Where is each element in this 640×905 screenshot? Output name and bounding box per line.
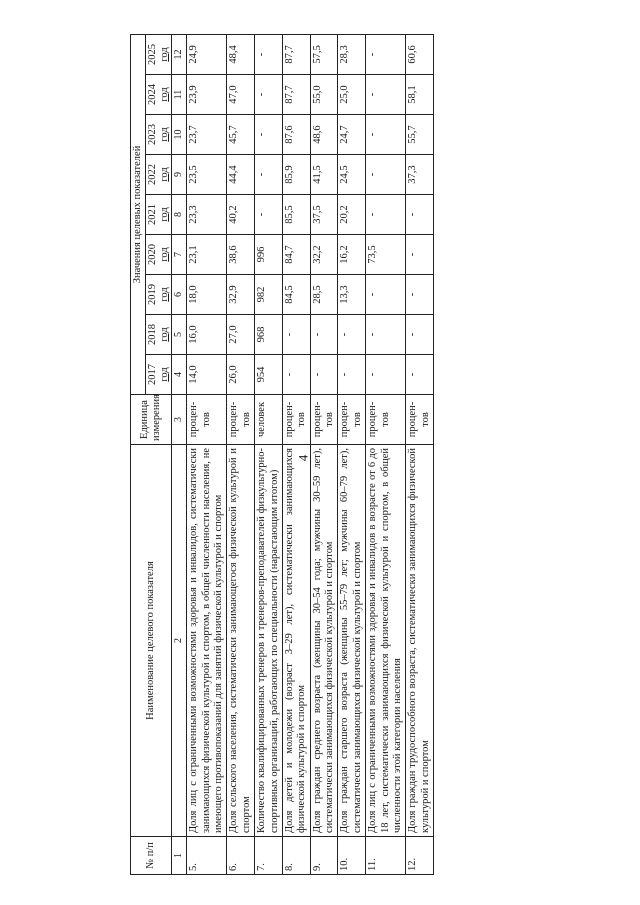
column-index-cell: 5 (172, 315, 187, 355)
header-year-2023 (146, 115, 172, 155)
indicator-value: - (338, 315, 366, 355)
indicator-unit: процен-тов (282, 395, 310, 445)
indicator-name: Количество квалифицированных тренеров и тренеров-преподавателей физкультурно-спортивных организаций, работающих по специальности (нарастающим итогом) (255, 445, 283, 837)
column-index-cell: 2 (172, 445, 187, 837)
indicator-value: 28,5 (310, 275, 338, 315)
indicator-value: - (406, 275, 434, 315)
table-row (338, 34, 366, 874)
header-year-value: 2025 (147, 43, 159, 65)
page-number: 4 (295, 454, 311, 462)
indicator-value: 32,9 (227, 275, 255, 315)
table-row (310, 34, 338, 874)
indicator-unit: человек (255, 395, 283, 445)
column-index-cell: 11 (172, 75, 187, 115)
column-index-cell: 9 (172, 155, 187, 195)
column-index-cell: 1 (172, 837, 187, 875)
indicator-value: - (282, 315, 310, 355)
indicator-value: 40,2 (227, 195, 255, 235)
header-year-value: 2022 (147, 164, 159, 185)
indicator-value: 27,0 (227, 315, 255, 355)
header-year-suffix: год (158, 87, 170, 102)
header-year-suffix: год (158, 167, 170, 182)
header-year-suffix: год (158, 287, 170, 302)
indicator-value: 41,5 (310, 155, 338, 195)
indicator-value: 23,9 (187, 75, 227, 115)
header-year-2024 (146, 75, 172, 115)
indicator-value: 48,4 (227, 34, 255, 74)
column-index-cell: 3 (172, 395, 187, 445)
indicator-value: 18,0 (187, 275, 227, 315)
indicator-value: 85,5 (282, 195, 310, 235)
indicator-value: 48,6 (310, 115, 338, 155)
indicator-name: Доля сельского населения, систематически занимающегося физической культурой и спортом (227, 445, 255, 837)
row-number: 10. (338, 837, 366, 875)
header-year-2019 (146, 275, 172, 315)
indicator-name: Доля граждан среднего возраста (женщины 30–54 года; мужчины 30–59 лет), систематически занимающихся физической культурой и спортом (310, 445, 338, 837)
indicator-value: 16,2 (338, 235, 366, 275)
indicator-value: 16,0 (187, 315, 227, 355)
indicator-name: Доля граждан трудоспособного возраста, систематически занимающихся физической культурой и спортом (406, 445, 434, 837)
indicator-value: - (282, 355, 310, 395)
indicator-value: 47,0 (227, 75, 255, 115)
indicator-value: 23,3 (187, 195, 227, 235)
indicator-value: 85,9 (282, 155, 310, 195)
indicator-value: - (366, 195, 406, 235)
header-year-suffix: год (158, 367, 170, 382)
indicator-value: 24,5 (338, 155, 366, 195)
indicator-value: 20,2 (338, 195, 366, 235)
header-name: Наименование целевого показателя (131, 445, 172, 837)
header-values-group: Значения целевых показателей (131, 34, 146, 394)
row-number: 9. (310, 837, 338, 875)
indicator-value: 982 (255, 275, 283, 315)
indicator-value: - (366, 275, 406, 315)
indicator-unit: процен-тов (187, 395, 227, 445)
column-index-cell: 12 (172, 34, 187, 74)
header-year-value: 2024 (147, 84, 159, 105)
header-year-value: 2020 (147, 244, 159, 265)
header-unit: Единица измерения (131, 395, 172, 445)
indicator-value: 968 (255, 315, 283, 355)
indicator-value: 58,1 (406, 75, 434, 115)
indicator-unit: процен-тов (406, 395, 434, 445)
indicator-value: 45,7 (227, 115, 255, 155)
rotated-page-content (130, 35, 550, 875)
indicator-value: 25,0 (338, 75, 366, 115)
indicator-value: - (366, 115, 406, 155)
header-year-suffix: год (158, 127, 170, 142)
header-year-suffix: год (158, 247, 170, 262)
row-number: 11. (366, 837, 406, 875)
table-row (187, 34, 227, 874)
indicator-value: 13,3 (338, 275, 366, 315)
header-year-suffix: год (158, 207, 170, 222)
indicator-name: Доля лиц с ограниченными возможностями здоровья и инвалидов в возрасте от 6 до 18 лет, систематически занимающихся физической культурой и спортом, в общей численности этой категории населения (366, 445, 406, 837)
indicator-value: - (338, 355, 366, 395)
indicator-value: 37,5 (310, 195, 338, 235)
indicator-value: - (255, 155, 283, 195)
indicator-value: 23,5 (187, 155, 227, 195)
indicator-unit: процен-тов (338, 395, 366, 445)
table-row (366, 34, 406, 874)
indicator-value: - (310, 315, 338, 355)
indicator-value: 26,0 (227, 355, 255, 395)
indicator-value: - (255, 115, 283, 155)
indicator-value: 87,7 (282, 34, 310, 74)
header-num: № п/п (131, 837, 172, 875)
indicator-value: 28,3 (338, 34, 366, 74)
header-year-2025 (146, 34, 172, 74)
table-row (227, 34, 255, 874)
indicator-value: 57,5 (310, 34, 338, 74)
indicator-value: - (310, 355, 338, 395)
indicator-value: - (366, 34, 406, 74)
indicator-value: - (366, 355, 406, 395)
header-year-value: 2023 (147, 124, 159, 145)
indicator-value: 996 (255, 235, 283, 275)
row-number: 6. (227, 837, 255, 875)
indicator-name: Доля детей и молодежи (возраст 3–29 лет), систематически занимающихся физической культурой и спортом (282, 445, 310, 837)
indicator-value: 38,6 (227, 235, 255, 275)
header-year-2021 (146, 195, 172, 235)
table-row (255, 34, 283, 874)
indicator-value: - (406, 315, 434, 355)
row-number: 5. (187, 837, 227, 875)
column-index-cell: 6 (172, 275, 187, 315)
indicator-value: 55,7 (406, 115, 434, 155)
indicator-name: Доля лиц с ограниченными возможностями здоровья и инвалидов, систематически занимающихся физической культурой и спортом, в общей численности населения, не имеющего противопоказаний для занятий физической культурой и спортом (187, 445, 227, 837)
header-row-top (131, 34, 146, 874)
header-year-2022 (146, 155, 172, 195)
indicator-unit: процен-тов (227, 395, 255, 445)
indicator-value: - (406, 355, 434, 395)
header-year-value: 2021 (147, 204, 159, 225)
header-year-suffix: год (158, 47, 170, 62)
header-year-value: 2017 (147, 364, 159, 385)
indicator-value: 73,5 (366, 235, 406, 275)
table-body (187, 34, 434, 874)
indicator-value: - (406, 195, 434, 235)
column-index-cell: 10 (172, 115, 187, 155)
target-indicators-table (130, 34, 434, 875)
column-index-row (172, 34, 187, 874)
indicator-value: 55,0 (310, 75, 338, 115)
column-index-cell: 7 (172, 235, 187, 275)
indicator-value: 23,7 (187, 115, 227, 155)
indicator-value: 44,4 (227, 155, 255, 195)
header-year-value: 2018 (147, 324, 159, 345)
indicator-value: 84,7 (282, 235, 310, 275)
indicator-value: 14,0 (187, 355, 227, 395)
indicator-value: 37,3 (406, 155, 434, 195)
column-index-cell: 8 (172, 195, 187, 235)
indicator-value: 32,2 (310, 235, 338, 275)
header-year-2018 (146, 315, 172, 355)
table-row (282, 34, 310, 874)
row-number: 8. (282, 837, 310, 875)
indicator-value: 954 (255, 355, 283, 395)
indicator-value: 87,7 (282, 75, 310, 115)
indicator-value: 23,1 (187, 235, 227, 275)
indicator-value: 60,6 (406, 34, 434, 74)
column-index-cell: 4 (172, 355, 187, 395)
indicator-value: - (255, 34, 283, 74)
row-number: 12. (406, 837, 434, 875)
indicator-value: - (255, 75, 283, 115)
indicator-value: - (366, 75, 406, 115)
indicator-unit: процен-тов (310, 395, 338, 445)
table-row (406, 34, 434, 874)
header-year-2017 (146, 355, 172, 395)
indicator-value: 24,9 (187, 34, 227, 74)
header-year-suffix: год (158, 327, 170, 342)
indicator-unit: процен-тов (366, 395, 406, 445)
indicator-value: 24,7 (338, 115, 366, 155)
row-number: 7. (255, 837, 283, 875)
indicator-value: - (366, 315, 406, 355)
indicator-value: - (366, 155, 406, 195)
indicator-value: - (255, 195, 283, 235)
indicator-name: Доля граждан старшего возраста (женщины 55–79 лет; мужчины 60–79 лет), систематически занимающихся физической культурой и спортом (338, 445, 366, 837)
header-year-2020 (146, 235, 172, 275)
header-year-value: 2019 (147, 284, 159, 305)
indicator-value: 87,6 (282, 115, 310, 155)
indicator-value: - (406, 235, 434, 275)
indicator-value: 84,5 (282, 275, 310, 315)
